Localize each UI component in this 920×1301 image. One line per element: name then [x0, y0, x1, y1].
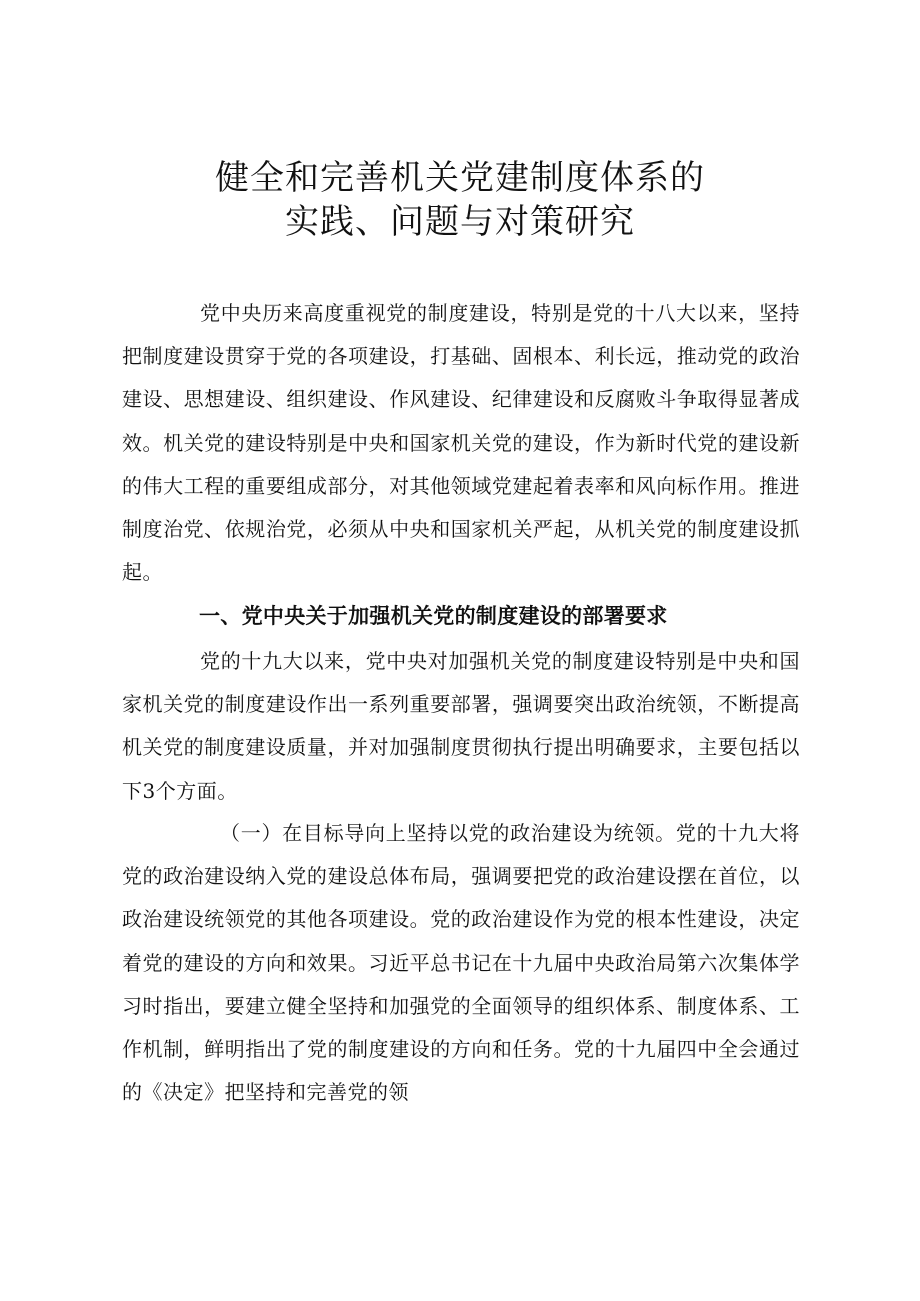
document-title-line-1: 健全和完善机关党建制度体系的	[215, 158, 705, 198]
section-paragraph-2: （一）在目标导向上坚持以党的政治建设为统领。党的十九大将党的政治建设纳入党的建设总体布局，强调要把党的政治建设摆在首位，以政治建设统领党的其他各项建设。党的政治建设作为党的根本性建设，决定着党的建设的方向和效果。习近平总书记在十九届中央政治局第六次集体学习时指出，要建立健全坚持和加强党的全面领导的组织体系、制度体系、工作机制，鲜明指出了党的制度建设的方向和任务。党的十九届四中全会通过的《决定》把坚持和完善党的领	[122, 821, 800, 1105]
section-heading: 一、党中央关于加强机关党的制度建设的部署要求	[199, 604, 668, 628]
document-title-line-2: 实践、问题与对策研究	[285, 202, 635, 242]
section-paragraph-1: 党的十九大以来，党中央对加强机关党的制度建设特别是中央和国家机关党的制度建设作出一系列重要部署，强调要突出政治统领，不断提高机关党的制度建设质量，并对加强制度贯彻执行提出明确要求，主要包括以下3个方面。	[122, 649, 800, 803]
intro-paragraph: 党中央历来高度重视党的制度建设，特别是党的十八大以来，坚持把制度建设贯穿于党的各项建设，打基础、固根本、利长远，推动党的政治建设、思想建设、组织建设、作风建设、纪律建设和反腐败斗争取得显著成效。机关党的建设特别是中央和国家机关党的建设，作为新时代党的建设新的伟大工程的重要组成部分，对其他领域党建起着表率和风向标作用。推进制度治党、依规治党，必须从中央和国家机关严起，从机关党的制度建设抓起。	[122, 301, 800, 585]
